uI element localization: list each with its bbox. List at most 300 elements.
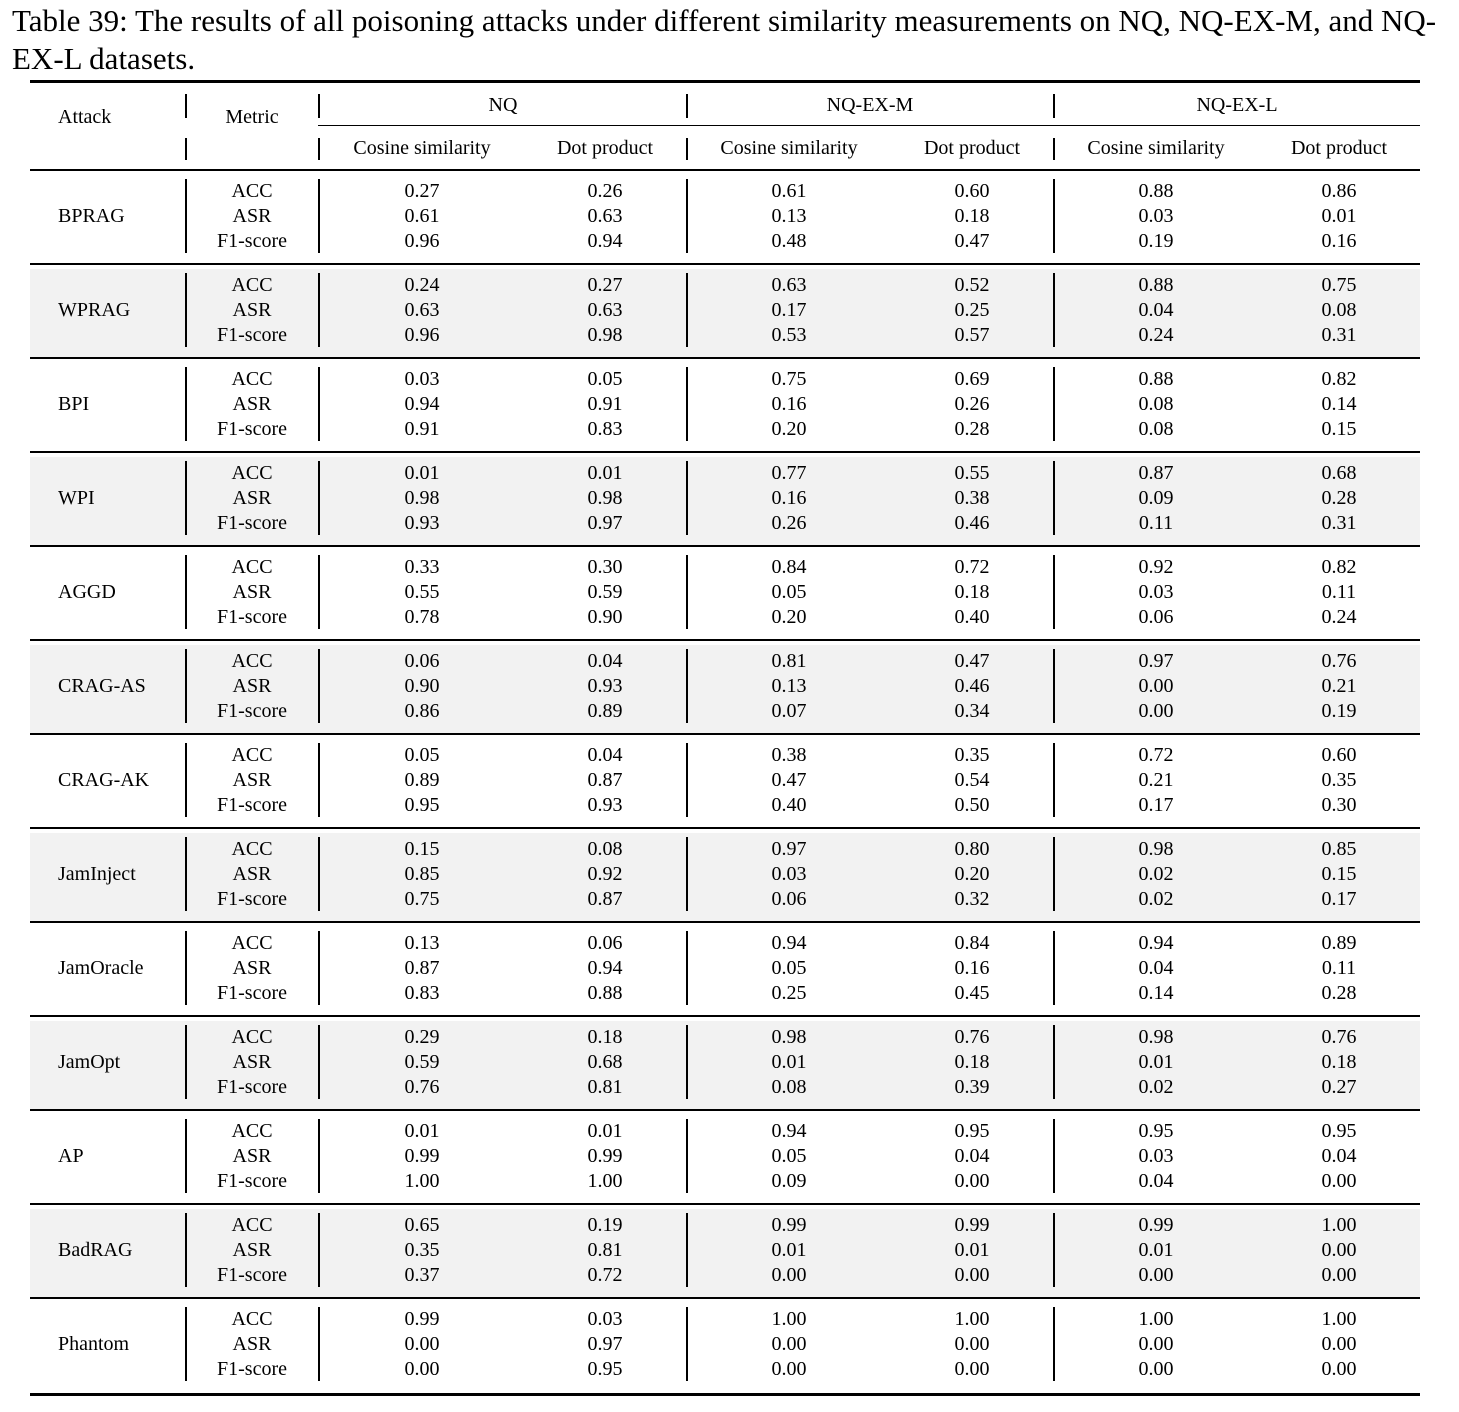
- value-cell: 0.88: [1138, 274, 1174, 296]
- metric-label: F1-score: [217, 1170, 287, 1192]
- value-cell: 0.81: [587, 1239, 623, 1261]
- value-cell: 0.25: [954, 299, 990, 321]
- metric-label: ASR: [232, 205, 272, 227]
- value-cell: 0.02: [1138, 888, 1174, 910]
- value-cell: 0.59: [587, 581, 623, 603]
- metric-label: F1-score: [217, 1264, 287, 1286]
- value-cell: 0.99: [771, 1214, 807, 1236]
- value-cell: 0.60: [1321, 744, 1357, 766]
- value-cell: 0.87: [587, 888, 623, 910]
- value-cell: 0.92: [1138, 556, 1174, 578]
- attack-name: CRAG-AK: [58, 769, 150, 791]
- value-cell: 0.35: [954, 744, 990, 766]
- value-cell: 0.00: [404, 1358, 440, 1380]
- value-cell: 0.40: [771, 794, 807, 816]
- value-cell: 0.91: [404, 418, 440, 440]
- metric-label: ACC: [231, 1120, 273, 1142]
- metric-label: ASR: [232, 393, 272, 415]
- value-cell: 0.11: [1321, 957, 1357, 979]
- group-rule: [30, 1297, 1420, 1299]
- group-rule: [30, 1203, 1420, 1205]
- value-cell: 0.17: [771, 299, 807, 321]
- value-cell: 0.94: [771, 1120, 807, 1142]
- value-cell: 0.97: [587, 1333, 623, 1355]
- value-cell: 0.54: [954, 769, 990, 791]
- value-cell: 0.00: [771, 1333, 807, 1355]
- value-cell: 0.83: [404, 982, 440, 1004]
- header-cosine-similarity: Cosine similarity: [1087, 137, 1225, 159]
- value-cell: 0.00: [1138, 675, 1174, 697]
- value-cell: 0.01: [587, 462, 623, 484]
- value-cell: 0.05: [404, 744, 440, 766]
- value-cell: 0.68: [1321, 462, 1357, 484]
- value-cell: 0.24: [1138, 324, 1174, 346]
- value-cell: 0.01: [1321, 205, 1357, 227]
- value-cell: 0.94: [1138, 932, 1174, 954]
- value-cell: 0.01: [404, 462, 440, 484]
- value-cell: 0.77: [771, 462, 807, 484]
- value-cell: 0.72: [954, 556, 990, 578]
- value-cell: 0.01: [1138, 1051, 1174, 1073]
- value-cell: 0.30: [587, 556, 623, 578]
- metric-label: ASR: [232, 863, 272, 885]
- value-cell: 0.46: [954, 512, 990, 534]
- value-cell: 0.28: [954, 418, 990, 440]
- value-cell: 0.15: [404, 838, 440, 860]
- value-cell: 0.00: [1138, 1333, 1174, 1355]
- metric-label: F1-score: [217, 324, 287, 346]
- value-cell: 0.39: [954, 1076, 990, 1098]
- value-cell: 0.63: [771, 274, 807, 296]
- metric-label: ACC: [231, 932, 273, 954]
- value-cell: 0.03: [404, 368, 440, 390]
- group-rule: [30, 545, 1420, 547]
- value-cell: 0.80: [954, 838, 990, 860]
- value-cell: 0.06: [1138, 606, 1174, 628]
- value-cell: 0.93: [404, 512, 440, 534]
- value-cell: 0.01: [771, 1239, 807, 1261]
- header-dot-product: Dot product: [923, 137, 1021, 159]
- column-separator: [1053, 94, 1055, 118]
- value-cell: 0.84: [771, 556, 807, 578]
- metric-label: F1-score: [217, 606, 287, 628]
- table-caption: Table 39: The results of all poisoning attacks under different similarity measurements on NQ, NQ-EX-M, and NQ-EX-L datasets.: [12, 3, 1437, 76]
- value-cell: 0.00: [771, 1358, 807, 1380]
- value-cell: 0.99: [587, 1145, 623, 1167]
- attack-name: JamOracle: [58, 957, 144, 979]
- value-cell: 0.27: [1321, 1076, 1357, 1098]
- metric-label: ASR: [232, 769, 272, 791]
- value-cell: 0.94: [587, 957, 623, 979]
- value-cell: 0.89: [1321, 932, 1357, 954]
- value-cell: 0.97: [587, 512, 623, 534]
- header-dataset: NQ: [488, 94, 518, 116]
- value-cell: 1.00: [1321, 1308, 1357, 1330]
- value-cell: 0.21: [1138, 769, 1174, 791]
- value-cell: 0.47: [771, 769, 807, 791]
- value-cell: 0.05: [771, 581, 807, 603]
- value-cell: 0.40: [954, 606, 990, 628]
- value-cell: 0.01: [587, 1120, 623, 1142]
- value-cell: 0.14: [1321, 393, 1357, 415]
- metric-label: F1-score: [217, 1076, 287, 1098]
- value-cell: 0.11: [1138, 512, 1174, 534]
- metric-label: ASR: [232, 1051, 272, 1073]
- value-cell: 0.00: [1321, 1264, 1357, 1286]
- value-cell: 0.00: [404, 1333, 440, 1355]
- value-cell: 0.00: [954, 1264, 990, 1286]
- metric-label: F1-score: [217, 982, 287, 1004]
- value-cell: 0.05: [771, 957, 807, 979]
- value-cell: 0.16: [771, 393, 807, 415]
- metric-label: ASR: [232, 1145, 272, 1167]
- value-cell: 0.08: [587, 838, 623, 860]
- value-cell: 0.03: [587, 1308, 623, 1330]
- value-cell: 0.94: [404, 393, 440, 415]
- value-cell: 0.04: [954, 1145, 990, 1167]
- value-cell: 0.00: [1321, 1239, 1357, 1261]
- attack-name: BPRAG: [58, 205, 125, 227]
- value-cell: 0.76: [1321, 1026, 1357, 1048]
- value-cell: 1.00: [954, 1308, 990, 1330]
- value-cell: 0.00: [1321, 1358, 1357, 1380]
- value-cell: 1.00: [771, 1308, 807, 1330]
- metric-label: ACC: [231, 462, 273, 484]
- header-attack: Attack: [58, 106, 112, 128]
- metric-label: ASR: [232, 957, 272, 979]
- value-cell: 0.32: [954, 888, 990, 910]
- value-cell: 0.38: [771, 744, 807, 766]
- value-cell: 0.16: [954, 957, 990, 979]
- value-cell: 1.00: [587, 1170, 623, 1192]
- value-cell: 0.96: [404, 230, 440, 252]
- metric-label: ASR: [232, 1239, 272, 1261]
- column-separator: [185, 94, 187, 118]
- value-cell: 0.60: [954, 180, 990, 202]
- value-cell: 0.04: [1138, 299, 1174, 321]
- value-cell: 0.81: [771, 650, 807, 672]
- value-cell: 0.09: [1138, 487, 1174, 509]
- metric-label: F1-score: [217, 418, 287, 440]
- value-cell: 0.08: [771, 1076, 807, 1098]
- value-cell: 0.37: [404, 1264, 440, 1286]
- column-separator: [686, 138, 688, 160]
- value-cell: 0.18: [1321, 1051, 1357, 1073]
- value-cell: 0.72: [1138, 744, 1174, 766]
- value-cell: 0.01: [1138, 1239, 1174, 1261]
- value-cell: 0.31: [1321, 512, 1357, 534]
- value-cell: 0.48: [771, 230, 807, 252]
- header-dot-product: Dot product: [556, 137, 654, 159]
- value-cell: 0.26: [954, 393, 990, 415]
- value-cell: 0.01: [771, 1051, 807, 1073]
- value-cell: 0.83: [587, 418, 623, 440]
- value-cell: 0.69: [954, 368, 990, 390]
- attack-name: AP: [58, 1145, 84, 1167]
- value-cell: 0.04: [1138, 1170, 1174, 1192]
- value-cell: 0.76: [954, 1026, 990, 1048]
- value-cell: 0.16: [1321, 230, 1357, 252]
- value-cell: 0.84: [954, 932, 990, 954]
- value-cell: 0.63: [587, 299, 623, 321]
- value-cell: 0.46: [954, 675, 990, 697]
- value-cell: 0.04: [1321, 1145, 1357, 1167]
- group-rule: [30, 921, 1420, 923]
- value-cell: 0.25: [771, 982, 807, 1004]
- metric-label: F1-score: [217, 230, 287, 252]
- attack-name: Phantom: [58, 1333, 130, 1355]
- value-cell: 0.06: [404, 650, 440, 672]
- value-cell: 0.76: [404, 1076, 440, 1098]
- value-cell: 0.30: [1321, 794, 1357, 816]
- value-cell: 0.13: [771, 675, 807, 697]
- value-cell: 0.92: [587, 863, 623, 885]
- value-cell: 0.05: [587, 368, 623, 390]
- dataset-underline: [1053, 125, 1420, 126]
- value-cell: 0.87: [404, 957, 440, 979]
- value-cell: 0.75: [771, 368, 807, 390]
- attack-name: JamInject: [58, 863, 136, 885]
- value-cell: 0.08: [1138, 393, 1174, 415]
- value-cell: 0.89: [587, 700, 623, 722]
- metric-label: F1-score: [217, 512, 287, 534]
- metric-label: ASR: [232, 675, 272, 697]
- value-cell: 0.90: [404, 675, 440, 697]
- value-cell: 0.02: [1138, 1076, 1174, 1098]
- metric-label: ASR: [232, 487, 272, 509]
- value-cell: 0.89: [404, 769, 440, 791]
- value-cell: 1.00: [1138, 1308, 1174, 1330]
- metric-label: ACC: [231, 1308, 273, 1330]
- attack-name: AGGD: [58, 581, 116, 603]
- attack-name: JamOpt: [58, 1051, 121, 1073]
- value-cell: 0.13: [404, 932, 440, 954]
- value-cell: 0.63: [404, 299, 440, 321]
- value-cell: 0.85: [1321, 838, 1357, 860]
- value-cell: 0.45: [954, 982, 990, 1004]
- value-cell: 0.47: [954, 230, 990, 252]
- attack-name: BadRAG: [58, 1239, 133, 1261]
- header-metric: Metric: [225, 106, 279, 128]
- value-cell: 0.99: [954, 1214, 990, 1236]
- metric-label: ACC: [231, 368, 273, 390]
- value-cell: 0.19: [1321, 700, 1357, 722]
- value-cell: 0.61: [771, 180, 807, 202]
- group-rule: [30, 1109, 1420, 1111]
- attack-name: WPRAG: [58, 299, 131, 321]
- value-cell: 0.65: [404, 1214, 440, 1236]
- group-rule: [30, 827, 1420, 829]
- value-cell: 0.87: [1138, 462, 1174, 484]
- group-rule: [30, 1015, 1420, 1017]
- attack-name: CRAG-AS: [58, 675, 146, 697]
- value-cell: 0.27: [404, 180, 440, 202]
- metric-label: F1-score: [217, 794, 287, 816]
- value-cell: 0.68: [587, 1051, 623, 1073]
- value-cell: 0.81: [587, 1076, 623, 1098]
- dataset-underline: [318, 125, 686, 126]
- value-cell: 0.33: [404, 556, 440, 578]
- metric-label: F1-score: [217, 1358, 287, 1380]
- value-cell: 0.93: [587, 794, 623, 816]
- value-cell: 0.03: [1138, 581, 1174, 603]
- value-cell: 0.57: [954, 324, 990, 346]
- value-cell: 0.76: [1321, 650, 1357, 672]
- attack-name: WPI: [58, 487, 95, 509]
- header-cosine-similarity: Cosine similarity: [720, 137, 858, 159]
- value-cell: 0.95: [1138, 1120, 1174, 1142]
- value-cell: 0.98: [404, 487, 440, 509]
- value-cell: 0.99: [404, 1145, 440, 1167]
- value-cell: 0.00: [1321, 1170, 1357, 1192]
- attack-name: BPI: [58, 393, 90, 415]
- value-cell: 0.24: [1321, 606, 1357, 628]
- value-cell: 0.35: [1321, 769, 1357, 791]
- value-cell: 0.04: [587, 744, 623, 766]
- value-cell: 0.19: [587, 1214, 623, 1236]
- value-cell: 0.98: [587, 487, 623, 509]
- value-cell: 0.18: [954, 581, 990, 603]
- value-cell: 0.00: [1138, 1264, 1174, 1286]
- column-separator: [185, 138, 187, 160]
- value-cell: 0.07: [771, 700, 807, 722]
- value-cell: 0.13: [771, 205, 807, 227]
- metric-label: ASR: [232, 1333, 272, 1355]
- value-cell: 0.93: [587, 675, 623, 697]
- value-cell: 0.72: [587, 1264, 623, 1286]
- value-cell: 0.00: [954, 1333, 990, 1355]
- value-cell: 0.95: [954, 1120, 990, 1142]
- value-cell: 0.00: [1321, 1333, 1357, 1355]
- value-cell: 0.09: [771, 1170, 807, 1192]
- value-cell: 1.00: [404, 1170, 440, 1192]
- value-cell: 0.99: [404, 1308, 440, 1330]
- column-separator: [1053, 138, 1055, 160]
- value-cell: 0.20: [771, 418, 807, 440]
- value-cell: 0.04: [587, 650, 623, 672]
- value-cell: 0.90: [587, 606, 623, 628]
- group-rule: [30, 733, 1420, 735]
- metric-label: ACC: [231, 180, 273, 202]
- metric-label: ACC: [231, 556, 273, 578]
- value-cell: 0.00: [771, 1264, 807, 1286]
- metric-label: ACC: [231, 650, 273, 672]
- value-cell: 0.82: [1321, 368, 1357, 390]
- value-cell: 0.18: [954, 1051, 990, 1073]
- group-rule: [30, 263, 1420, 265]
- metric-label: ASR: [232, 581, 272, 603]
- value-cell: 0.85: [404, 863, 440, 885]
- column-separator: [686, 94, 688, 118]
- value-cell: 0.02: [1138, 863, 1174, 885]
- value-cell: 0.61: [404, 205, 440, 227]
- value-cell: 0.01: [954, 1239, 990, 1261]
- value-cell: 0.03: [1138, 205, 1174, 227]
- metric-label: ACC: [231, 1214, 273, 1236]
- value-cell: 0.01: [404, 1120, 440, 1142]
- value-cell: 0.50: [954, 794, 990, 816]
- group-rule: [30, 451, 1420, 453]
- value-cell: 0.86: [404, 700, 440, 722]
- value-cell: 0.28: [1321, 982, 1357, 1004]
- metric-label: ACC: [231, 744, 273, 766]
- value-cell: 0.28: [1321, 487, 1357, 509]
- value-cell: 0.16: [771, 487, 807, 509]
- value-cell: 0.97: [771, 838, 807, 860]
- value-cell: 0.35: [404, 1239, 440, 1261]
- value-cell: 0.59: [404, 1051, 440, 1073]
- value-cell: 0.52: [954, 274, 990, 296]
- value-cell: 0.88: [1138, 368, 1174, 390]
- metric-label: F1-score: [217, 888, 287, 910]
- value-cell: 0.86: [1321, 180, 1357, 202]
- value-cell: 0.75: [1321, 274, 1357, 296]
- value-cell: 0.88: [1138, 180, 1174, 202]
- value-cell: 0.03: [1138, 1145, 1174, 1167]
- value-cell: 0.96: [404, 324, 440, 346]
- value-cell: 0.06: [587, 932, 623, 954]
- header-cosine-similarity: Cosine similarity: [353, 137, 491, 159]
- value-cell: 0.11: [1321, 581, 1357, 603]
- value-cell: 0.55: [954, 462, 990, 484]
- value-cell: 0.21: [1321, 675, 1357, 697]
- value-cell: 0.78: [404, 606, 440, 628]
- metric-label: ACC: [231, 1026, 273, 1048]
- value-cell: 0.98: [771, 1026, 807, 1048]
- header-dataset: NQ-EX-M: [826, 94, 914, 116]
- value-cell: 0.31: [1321, 324, 1357, 346]
- value-cell: 0.04: [1138, 957, 1174, 979]
- value-cell: 0.18: [587, 1026, 623, 1048]
- value-cell: 0.27: [587, 274, 623, 296]
- value-cell: 0.29: [404, 1026, 440, 1048]
- header-dataset: NQ-EX-L: [1196, 94, 1278, 116]
- value-cell: 0.17: [1138, 794, 1174, 816]
- value-cell: 0.91: [587, 393, 623, 415]
- value-cell: 0.00: [1138, 700, 1174, 722]
- dataset-underline: [686, 125, 1053, 126]
- value-cell: 0.99: [1138, 1214, 1174, 1236]
- group-rule: [30, 639, 1420, 641]
- bottom-rule: [30, 1393, 1420, 1396]
- value-cell: 0.24: [404, 274, 440, 296]
- value-cell: 0.63: [587, 205, 623, 227]
- value-cell: 0.75: [404, 888, 440, 910]
- value-cell: 0.06: [771, 888, 807, 910]
- value-cell: 0.98: [1138, 838, 1174, 860]
- value-cell: 0.94: [587, 230, 623, 252]
- value-cell: 0.95: [1321, 1120, 1357, 1142]
- metric-label: F1-score: [217, 700, 287, 722]
- column-separator: [318, 138, 320, 160]
- top-rule: [30, 80, 1420, 83]
- value-cell: 0.26: [587, 180, 623, 202]
- value-cell: 0.00: [954, 1170, 990, 1192]
- value-cell: 0.19: [1138, 230, 1174, 252]
- value-cell: 0.15: [1321, 418, 1357, 440]
- value-cell: 0.98: [587, 324, 623, 346]
- value-cell: 0.14: [1138, 982, 1174, 1004]
- value-cell: 0.08: [1138, 418, 1174, 440]
- column-separator: [318, 94, 320, 118]
- value-cell: 0.47: [954, 650, 990, 672]
- value-cell: 0.17: [1321, 888, 1357, 910]
- value-cell: 0.94: [771, 932, 807, 954]
- metric-label: ACC: [231, 274, 273, 296]
- value-cell: 0.00: [954, 1358, 990, 1380]
- header-rule: [30, 169, 1420, 171]
- header-dot-product: Dot product: [1290, 137, 1388, 159]
